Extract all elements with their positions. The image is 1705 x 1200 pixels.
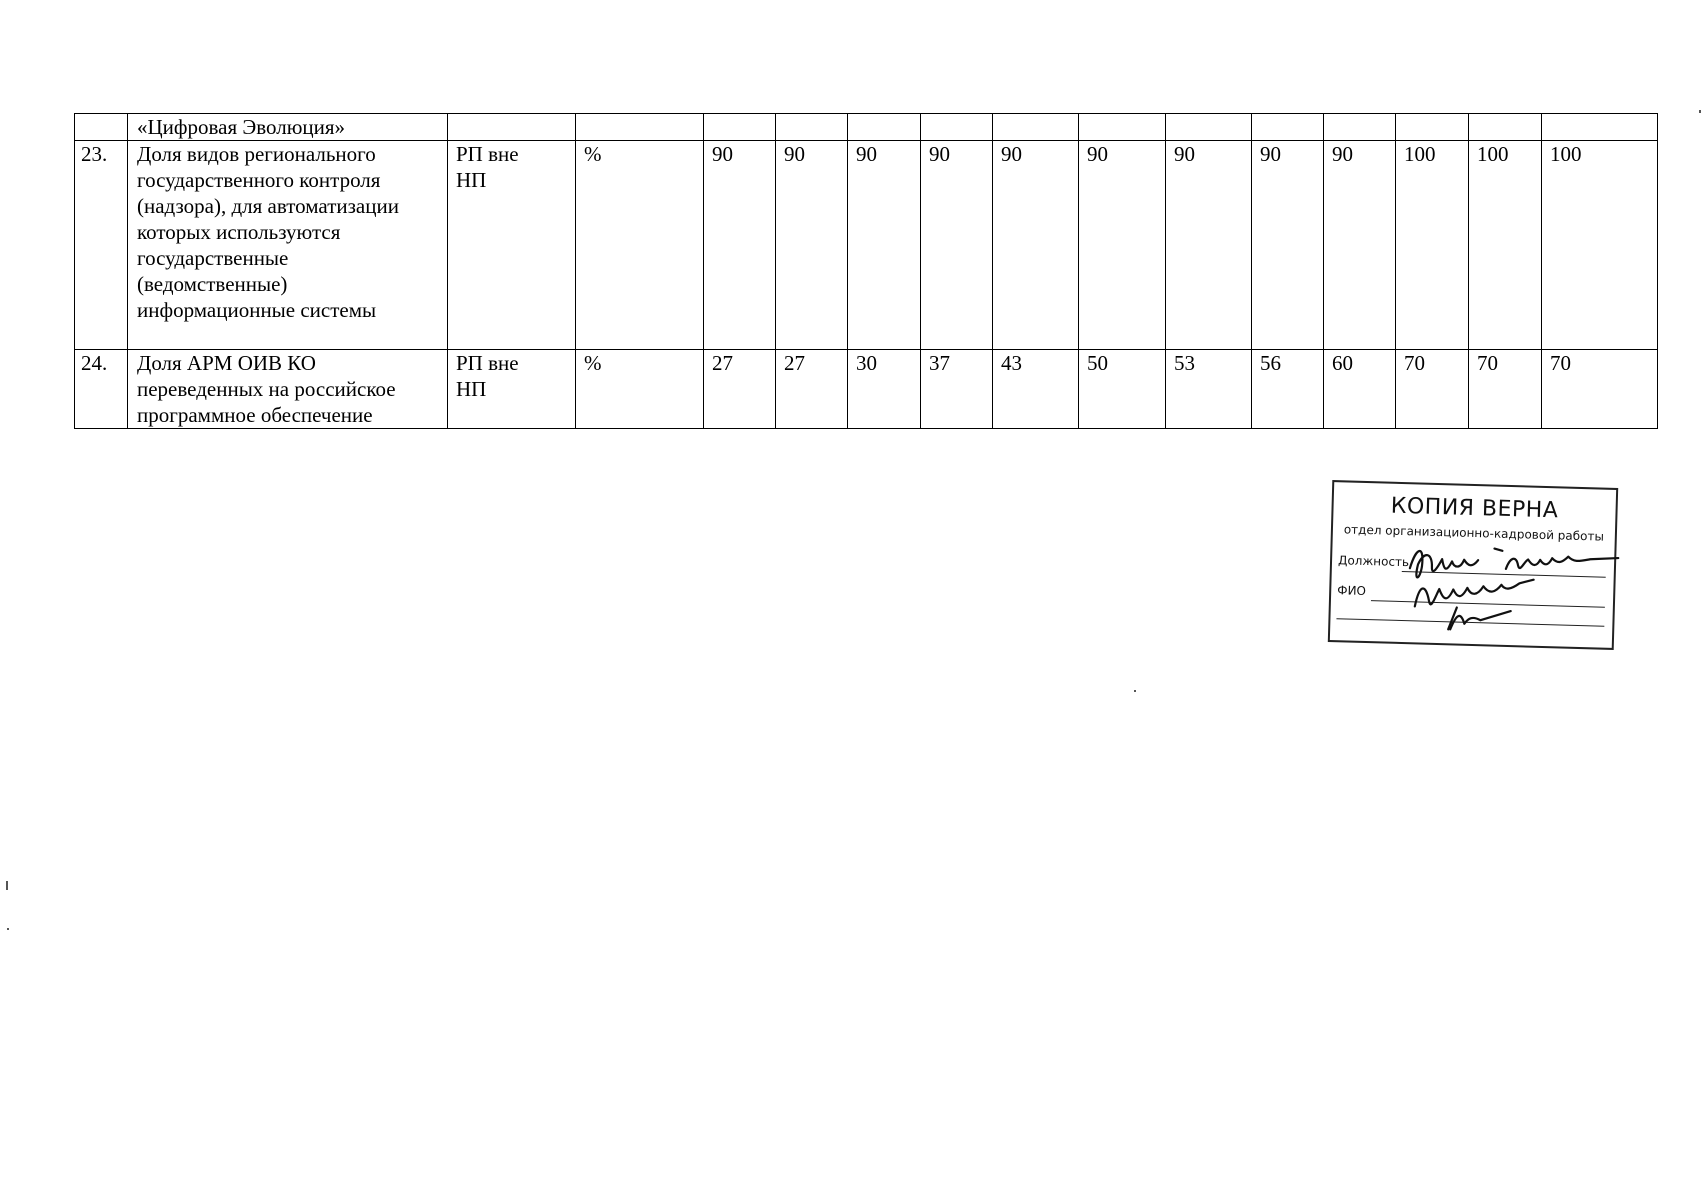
indicators-table xyxy=(74,113,1658,429)
cell-indicator-name: Доля АРМ ОИВ КО переведенных на российское программное обеспечение xyxy=(128,350,448,429)
cell-value xyxy=(1396,114,1469,141)
cell-value: 90 xyxy=(993,141,1079,350)
cell-value xyxy=(1469,114,1542,141)
scan-speck xyxy=(6,881,8,890)
cell-indicator-name: Доля видов регионального государственного контроля (надзора), для автоматизации которых используются государственные (ведомственные) информационные системы xyxy=(128,141,448,350)
cell-num: 23. xyxy=(75,141,128,350)
cell-value: 70 xyxy=(1396,350,1469,429)
cell-value: 90 xyxy=(1166,141,1252,350)
cell-unit: % xyxy=(576,350,704,429)
cell-value xyxy=(1324,114,1396,141)
cell-value: 100 xyxy=(1396,141,1469,350)
cell-value: 90 xyxy=(1079,141,1166,350)
cell-unit: % xyxy=(576,141,704,350)
cell-value: 27 xyxy=(776,350,848,429)
cell-value: 53 xyxy=(1166,350,1252,429)
cell-value xyxy=(993,114,1079,141)
scan-speck xyxy=(1699,110,1701,113)
cell-indicator-name: «Цифровая Эволюция» xyxy=(128,114,448,141)
cell-value: 56 xyxy=(1252,350,1324,429)
scan-speck xyxy=(7,928,9,930)
cell-unit xyxy=(576,114,704,141)
cell-value: 50 xyxy=(1079,350,1166,429)
cell-type xyxy=(448,114,576,141)
certification-stamp xyxy=(1328,480,1618,650)
cell-value xyxy=(1079,114,1166,141)
table-row xyxy=(75,141,1658,350)
cell-value: 100 xyxy=(1542,141,1658,350)
stamp-position-label: Должность xyxy=(1337,553,1410,570)
cell-num: 24. xyxy=(75,350,128,429)
cell-value xyxy=(921,114,993,141)
cell-value: 27 xyxy=(704,350,776,429)
cell-type: РП вне НП xyxy=(448,350,576,429)
cell-value: 90 xyxy=(704,141,776,350)
scan-speck xyxy=(1134,690,1136,692)
cell-value xyxy=(776,114,848,141)
cell-num xyxy=(75,114,128,141)
cell-value: 70 xyxy=(1469,350,1542,429)
stamp-name-label: ФИО xyxy=(1337,583,1367,599)
cell-value: 60 xyxy=(1324,350,1396,429)
cell-value: 90 xyxy=(848,141,921,350)
cell-value xyxy=(1166,114,1252,141)
cell-value: 37 xyxy=(921,350,993,429)
cell-value xyxy=(1542,114,1658,141)
stamp-department: отдел организационно-кадровой работы xyxy=(1343,522,1605,544)
table-row-continuation xyxy=(75,114,1658,141)
cell-value: 70 xyxy=(1542,350,1658,429)
cell-value: 30 xyxy=(848,350,921,429)
cell-type: РП вне НП xyxy=(448,141,576,350)
cell-value xyxy=(1252,114,1324,141)
cell-value xyxy=(848,114,921,141)
cell-value: 100 xyxy=(1469,141,1542,350)
handwritten-signature xyxy=(1400,536,1623,637)
cell-value xyxy=(704,114,776,141)
cell-value: 90 xyxy=(921,141,993,350)
cell-value: 90 xyxy=(776,141,848,350)
cell-value: 90 xyxy=(1324,141,1396,350)
cell-value: 43 xyxy=(993,350,1079,429)
cell-value: 90 xyxy=(1252,141,1324,350)
stamp-title: КОПИЯ ВЕРНА xyxy=(1390,493,1559,524)
table-row xyxy=(75,350,1658,429)
